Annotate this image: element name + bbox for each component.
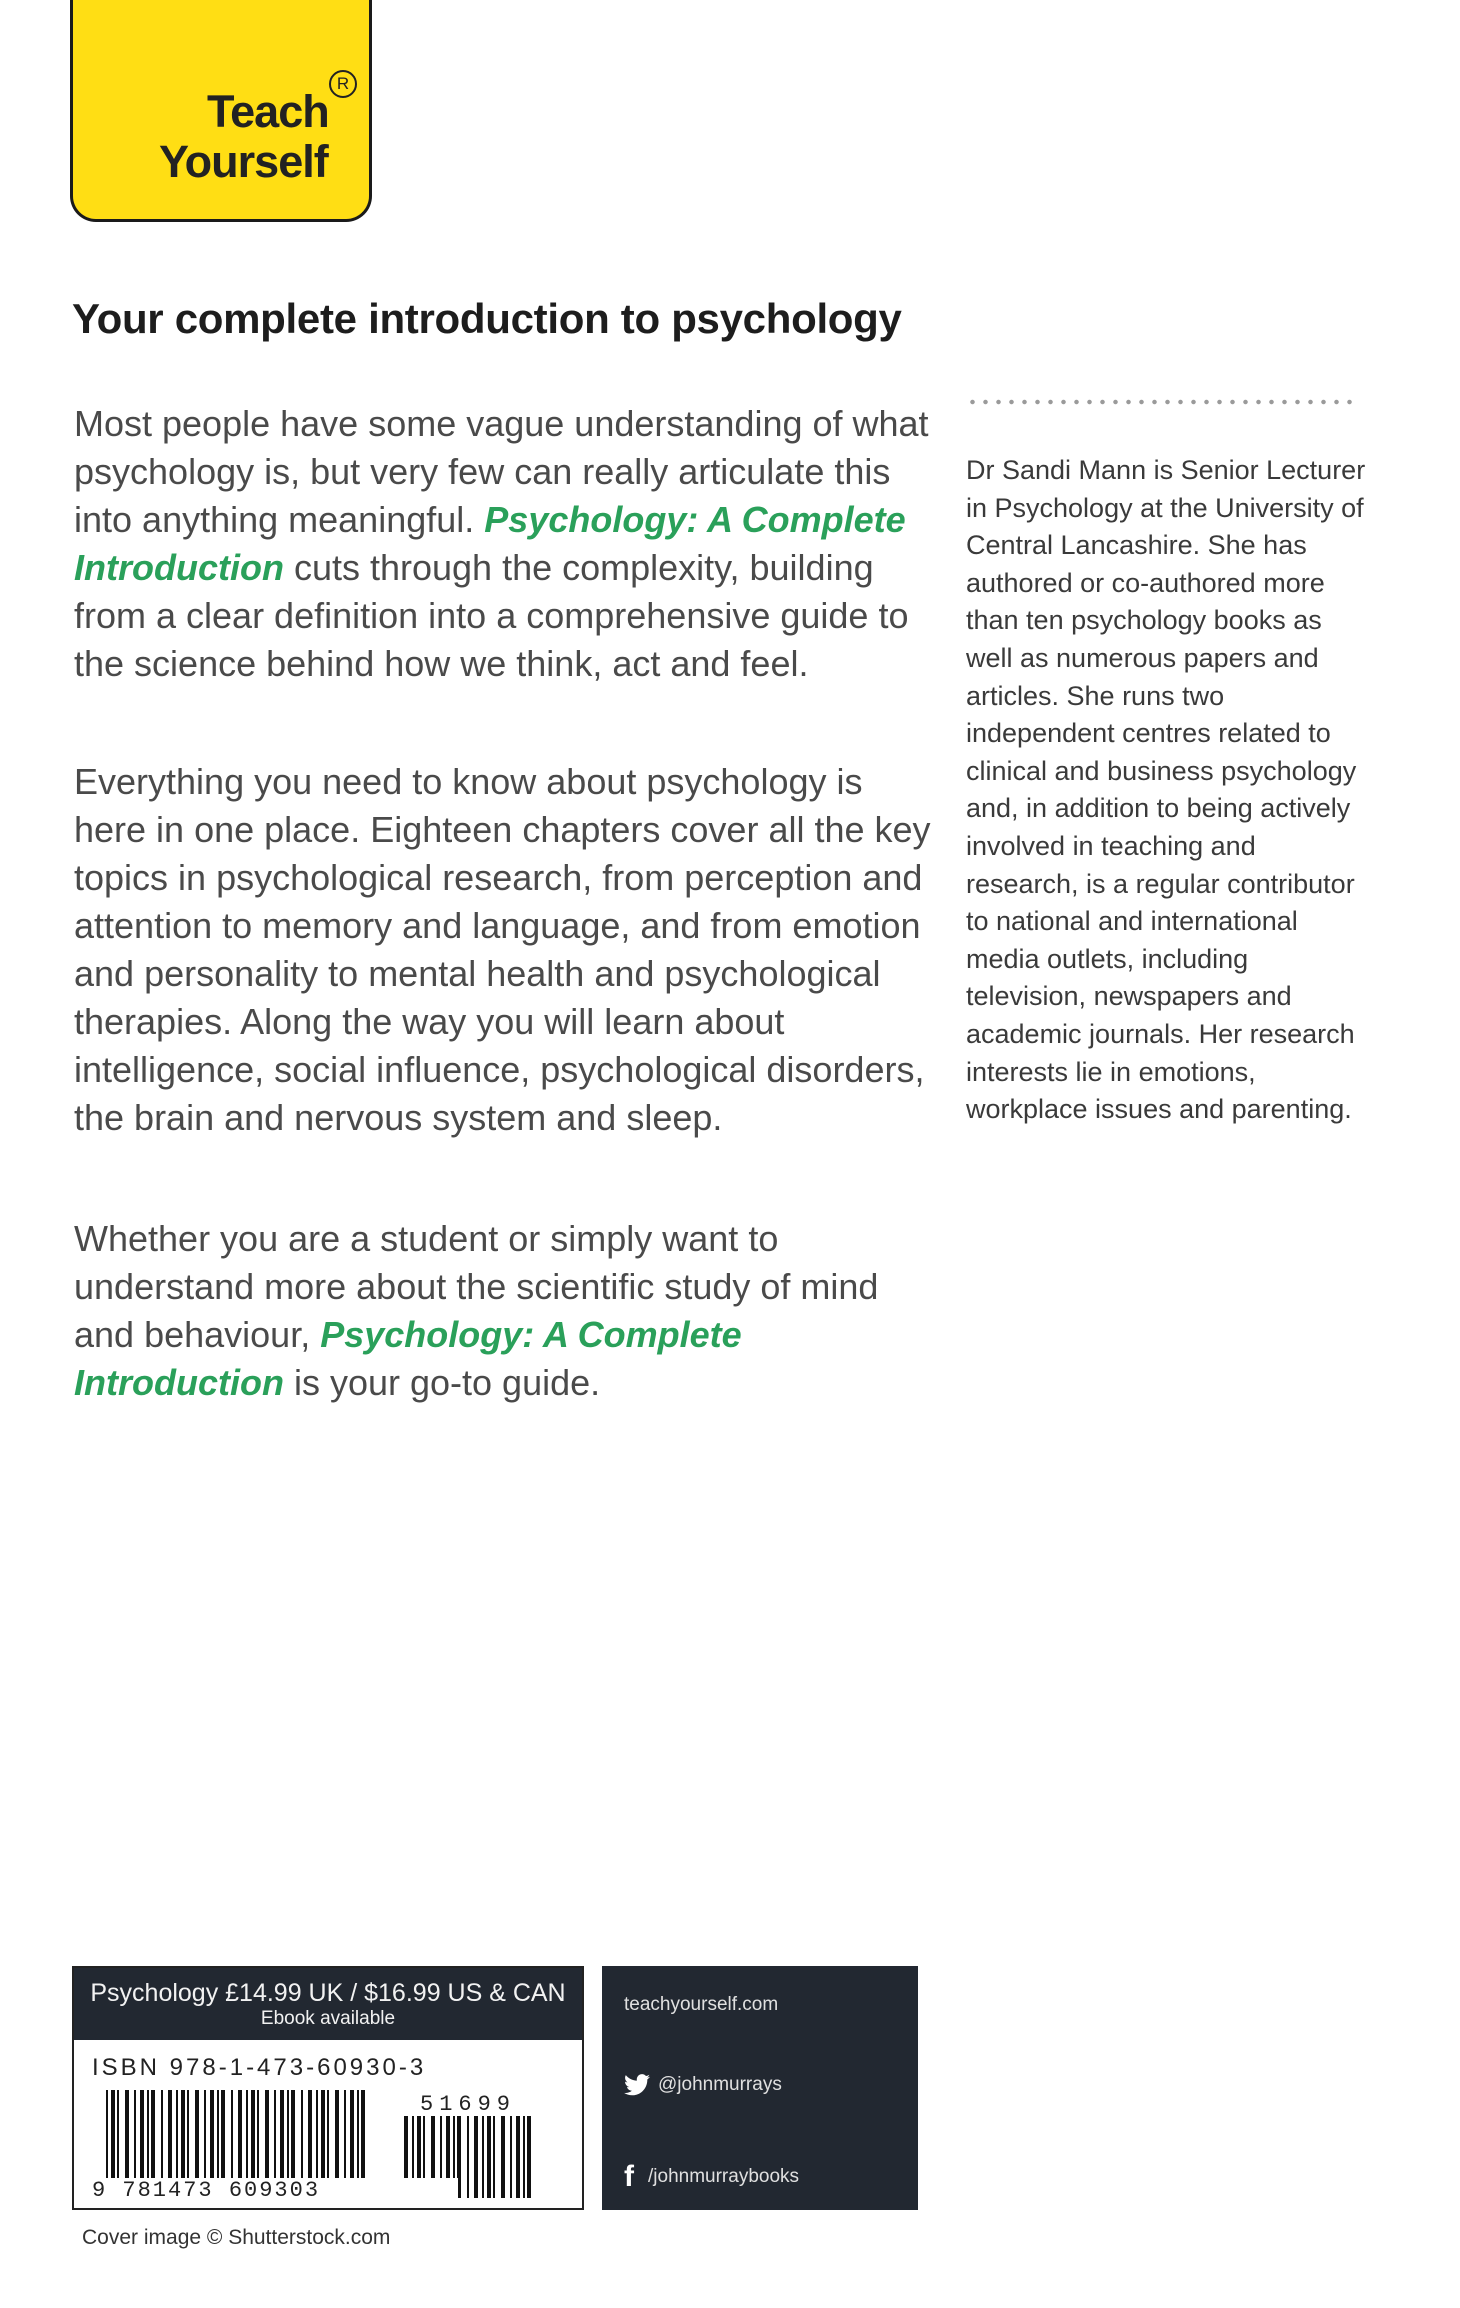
dotted-divider xyxy=(966,398,1358,406)
website-link[interactable] xyxy=(624,1994,778,2016)
barcode-bar xyxy=(493,2116,495,2198)
barcode-bar xyxy=(510,2116,512,2198)
p1-text-b: cuts through the complexity, building from a clear definition into a comprehensive guide to the science behind how we think, act and feel. xyxy=(74,547,909,684)
ebook-available: Ebook available xyxy=(260,2008,396,2029)
barcode-graphic xyxy=(88,2090,568,2200)
p3-text-a: Whether you are a student or simply want to understand more about the scientific study of mind and behaviour, xyxy=(74,1218,879,1355)
twitter-link[interactable] xyxy=(624,2074,782,2096)
barcode-bar xyxy=(523,2116,525,2198)
barcode-bar xyxy=(474,2116,478,2198)
twitter-handle: @johnmurrays xyxy=(658,2074,782,2095)
price-line: Psychology £14.99 UK / $16.99 US & CAN xyxy=(90,1979,566,2007)
facebook-f-icon: f xyxy=(624,2160,634,2193)
cover-headline: Your complete introduction to psychology xyxy=(72,295,902,342)
p1-book-title: Psychology: A Complete Introduction xyxy=(74,499,906,588)
isbn-number: ISBN 978-1-473-60930-3 xyxy=(92,2054,427,2081)
barcode-bar xyxy=(467,2116,469,2198)
publisher-social-panel xyxy=(602,1966,918,2210)
description-paragraph-3 xyxy=(74,1215,934,1407)
twitter-bird-icon xyxy=(624,2074,650,2096)
description-paragraph-1 xyxy=(74,400,934,688)
barcode-addon-digits: 51699 xyxy=(420,2092,517,2117)
p3-book-title: Psychology: A Complete Introduction xyxy=(74,1314,742,1403)
description-paragraph-2: Everything you need to know about psychology is here in one place. Eighteen chapters cover all the key topics in psychological research, from perception and attention to memory and language, and from emotion and personality to mental health and psychological therapies. Along the way you will learn about intelligence, social influence, psychological disorders, the brain and nervous system and sleep. xyxy=(74,761,931,1138)
author-bio: Dr Sandi Mann is Senior Lecturer in Psychology at the University of Central Lancashire. She has authored or co-authored more than ten psychology books as well as numerous papers and articles. She runs two independent centres related to clinical and business psychology and, in addition to being actively involved in teaching and research, is a regular contributor to national and international media outlets, including television, newspapers and academic journals. Her research interests lie in emotions, workplace issues and parenting. xyxy=(966,455,1366,1125)
barcode-main-digits: 9 781473 609303 xyxy=(92,2178,321,2200)
barcode-bar xyxy=(516,2116,520,2198)
p3-text-b: is your go-to guide. xyxy=(283,1362,601,1403)
facebook-handle: /johnmurraybooks xyxy=(648,2166,800,2187)
cover-image-credit: Cover image © Shutterstock.com xyxy=(82,2226,391,2249)
facebook-link[interactable] xyxy=(624,2160,799,2194)
price-bar xyxy=(74,1968,582,2040)
barcode-bar xyxy=(527,2116,531,2198)
p1-text-a: Most people have some vague understanding of what psychology is, but very few can really articulate this into anything meaningful. xyxy=(74,403,929,540)
registered-icon: R xyxy=(329,70,357,98)
logo-line-teach: Teach xyxy=(207,86,329,137)
barcode-bar xyxy=(501,2116,505,2198)
logo-line-yourself: Yourself xyxy=(159,136,328,187)
barcode-bar xyxy=(482,2116,484,2198)
barcode xyxy=(88,2090,568,2200)
teach-yourself-logo xyxy=(70,0,372,222)
barcode-bar xyxy=(487,2116,491,2198)
price-box xyxy=(72,1966,584,2210)
website-text: teachyourself.com xyxy=(624,1994,779,2015)
